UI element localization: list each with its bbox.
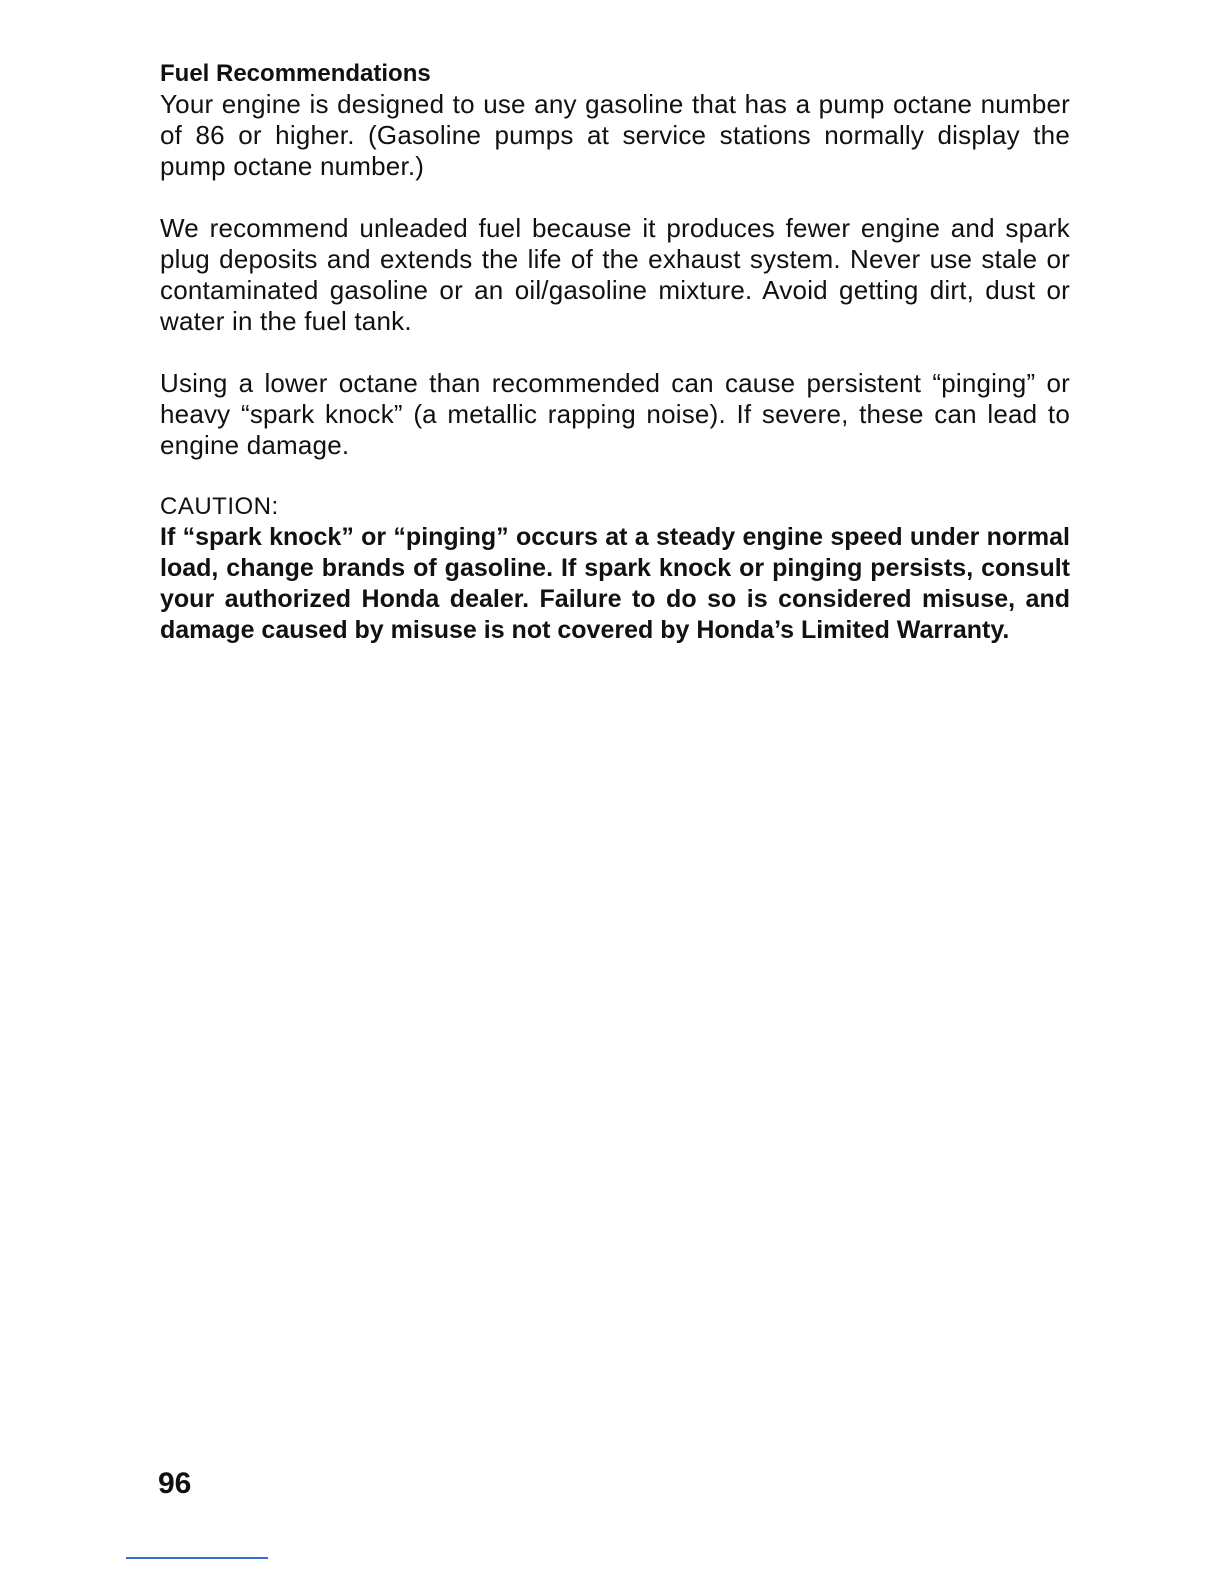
paragraph-lower-octane: Using a lower octane than recommended can cause persistent “pinging” or heavy “spark knock” (a metallic rapping noise). If severe, these can lead to engine damage. xyxy=(160,368,1070,460)
page-content xyxy=(160,58,1070,646)
caution-text: If “spark knock” or “pinging” occurs at a steady engine speed under normal load, change brands of gasoline. If spark knock or pinging persists, consult your authorized Honda dealer. Failure to do so is considered misuse, and damage caused by misuse is not covered by Honda’s Limited Warranty. xyxy=(160,523,1070,644)
section-heading: Fuel Recommendations xyxy=(160,60,431,87)
paragraph-unleaded: We recommend unleaded fuel because it produces fewer engine and spark plug deposits and extends the life of the exhaust system. Never use stale or contaminated gasoline or an oil/gasoline mixture. Avoid getting dirt, dust or water in the fuel tank. xyxy=(160,213,1070,336)
bottom-rule xyxy=(126,1557,268,1559)
paragraph-octane: Your engine is designed to use any gasoline that has a pump octane number of 86 or higher. (Gasoline pumps at service stations normally display the pump octane number.) xyxy=(160,89,1070,181)
page-number: 96 xyxy=(158,1467,192,1500)
caution-label: CAUTION: xyxy=(160,493,279,520)
